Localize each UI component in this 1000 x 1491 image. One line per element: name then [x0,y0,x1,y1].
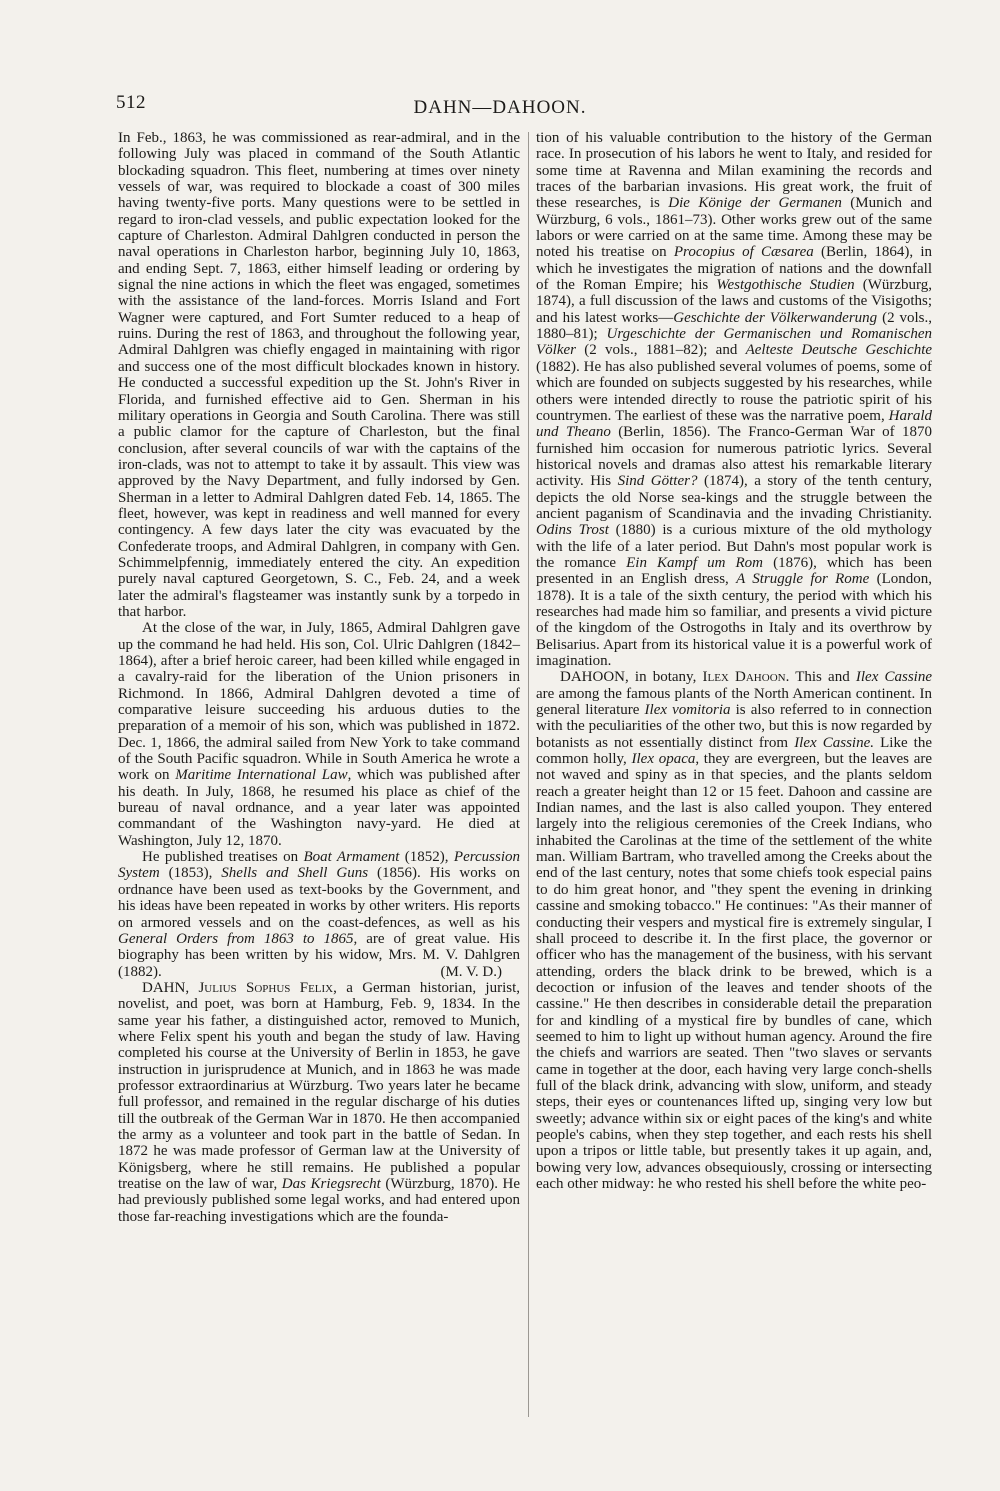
text: , a German historian, jurist, novelist, and poet, was born at Hamburg, Feb. 9, 1834. In the same year his father, a distinguished actor, removed to Munich, where Felix spent his youth and began the study of law. Having completed his course at the University of Berlin in 1853, he gave instruction in jurisprudence at Munich, and in 1863 he was made professor extraordinarius at Würzburg. Two years later he became full professor, and remained in the regular discharge of his duties till the outbreak of the German War in 1870. He then accompanied the army as a volunteer and took part in the battle of Sedan. In 1872 he was made professor of German law at the University of Königsberg, where he still remains. He published a popular treatise on the law of war, [118,979,521,1192]
book-title: Die Könige der Germanen [668,195,842,212]
text: (London, 1878). It is a tale of the sixth century, the period with which his researches had made him so familiar, and presents a vivid picture of the kingdom of the Ostrogoths in Italy and its overthrow by Belisarius. Apart from its historical value it is a powerful work of imagination. [536,571,932,669]
text: (1882). He has also published several volumes of poems, some of which are founded on subjects suggested by his researches, while others were intended directly to rouse the patriotic spirit of his countrymen. The earliest of these was the narrative poem, [536,358,932,424]
text: , which was published after his death. In July, 1868, he resumed his place as chief of the bureau of naval ordnance, and a year later was appointed commandant of the Washington navy-yard. He died at Washington, July 12, 1870. [118,767,521,849]
text: (1852), [404,849,449,866]
paragraph-dahn-works [536,130,932,669]
author-signature: (M. V. D.) [440,963,502,980]
entry-full-name: Julius Sophus Felix [198,979,334,996]
paragraph-dahlgren-command: In Feb., 1863, he was commissioned as rear-admiral, and in the following July was placed in command of the South Atlantic blockading squadron. This fleet, numbering at times over ninety vessels of war, was required to blockade a coast of 300 miles having twenty-five ports. Many questions were to be settled in regard to iron-clad vessels, and public expectation looked for the capture of Charleston. Admiral Dahlgren conducted in person the naval operations in Charleston harbor, beginning July 10, 1863, and ending Sept. 7, 1863, either himself leading or ordering by signal the nine actions in which the fleet was engaged, sometimes with the assistance of the land-forces. Morris Island and Fort Wagner were captured, and Fort Sumter reduced to a heap of ruins. During the rest of 1863, and throughout the following year, Admiral Dahlgren was chiefly engaged in maintaining with rigor and success one of the most difficult blockades known in history. He conducted a successful expedition up the St. John's River in Florida, and furnished effective aid to Gen. Sherman in his military operations in Georgia and South Carolina. There was still a public clamor for the capture of Charleston, but the final conclusion, after several councils of war with the captains of the iron-clads, was not to attempt to take it by assault. This view was approved by the Navy Department, and fully indorsed by Gen. Sherman in a letter to Admiral Dahlgren dated Feb. 14, 1865. The fleet, however, was kept in readiness and well manned for every contingency. A few days later the city was evacuated by the Confederate troops, and Admiral Dahlgren, in company with Gen. Schimmelpfennig, immediately entered the city. An expedition purely naval captured Georgetown, S. C., Feb. 24, and a week later the admiral's flagsteamer was instantly sunk by a torpedo in that harbor. [118,130,520,620]
text: (1856). His works on ordnance have been used as text-books by the Government, and his ideas have been repeated in works by other writers. His reports on armored vessels and on the coast-defences, as well as his [118,865,521,931]
text: (1876), which has been presented in an English dress, [536,554,933,588]
entry-headword: DAHN, [142,979,190,996]
text: (2 vols., 1881–82); and [584,342,738,359]
book-title: Percussion System [118,849,521,882]
text: in botany, [634,669,697,686]
book-title: Maritime International Law [175,767,348,784]
text: (Berlin, 1864), in which he investigates the migration of nations and the downfall of the Roman Empire; his [536,244,933,294]
text: are among the famous plants of the North American continent. In general literature [536,685,932,719]
text: (Würzburg, 1874), a full discussion of the laws and customs of the Visigoths; and his latest works— [536,277,933,326]
entry-dahoon [536,669,932,1192]
text: (1853), [168,865,213,882]
text: (1880) is a curious mixture of the old mythology with the life of a later period. But Dahn's most popular work is the romance [536,522,933,571]
paragraph-treatises [118,849,520,980]
text: At the close of the war, in July, 1865, Admiral Dahlgren gave up the command he had held. His son, Col. Ulric Dahlgren (1842–1864), after a brief heroic career, had been killed while engaged in a cavalry-raid for the liberation of the Union prisoners in Richmond. In 1866, Admiral Dahlgren devoted a time of comparative leisure succeeding his arduous duties to the preparation of a memoir of his son, which was published in 1872. Dec. 1, 1866, the admiral sailed from New York to take command of the South Pacific squadron. While in South America he wrote a work on [118,620,520,784]
text: , are of great value. His biography has been written by his widow, Mrs. M. V. Dahlgren (1882). [118,930,520,980]
text: He published treatises on [142,849,299,866]
book-title: Westgothische Studien [716,277,855,294]
text: (Munich and Würzburg, 6 vols., 1861–73). Other works grew out of the same labors or were carried on at the same time. Among these may be noted his treatise on [536,195,933,261]
book-title: Procopius of Cæsarea [673,244,814,261]
book-title: Urgeschichte der Germanischen und Romanischen Völker [536,326,932,359]
book-title: General Orders from 1863 to 1865 [118,930,354,947]
book-title: Das Kriegsrecht [281,1176,381,1192]
running-head: DAHN—DAHOON. [413,97,587,118]
text: (Würzburg, 1870). He had previously published some legal works, and had entered upon those far-reaching investigations which are the founda- [118,1176,520,1225]
text: (2 vols., 1880–81); [536,309,933,343]
entry-botanical-name: Ilex Dahoon [702,669,786,686]
text: (1874), a story of the tenth century, depicts the old Norse sea-kings and the struggle between the ancient paganism of Scandinavia and the invading Christianity. [536,473,932,522]
book-title: Aelteste Deutsche Geschichte [745,342,933,359]
text: , they are evergreen, but the leaves are not waved and spiny as in that species, and the plants seldom reach a greater height than 12 or 15 feet. Dahoon and cassine are Indian names, and the last is also called youpon. They entered largely into the religious ceremonies of the Creek Indians, who inhabited the Carolinas at the time of the settlement of the white man. William Bartram, who travelled among the Creeks about the end of the last century, notes that some chiefs took especial pains to do him great honor, and "they spent the evening in drinking cassine and smoking tobacco." He continues: "As their manner of conducting their vespers and mystical fire is extremely singular, I shall proceed to describe it. In the first place, the governor or officer who has the management of the business, with his servant attending, orders the black drink to be brewed, which is a decoction or infusion of the leaves and tender shoots of the cassine." He then describes in considerable detail the preparation for and kindling of a mystical fire by bundles of cane, which seemed to him to light up without human agency. Around the fire the chiefs and warriors are seated. Then "two slaves or servants came in together at the door, each having very large conch-shells full of the black drink, advancing with slow, uniform, and steady steps, their eyes or countenances lifted up, singing very low but sweetly; advance within six or eight paces of the king's and white people's cabins, when they step together, and each rests his shell upon a tripos or little table, but presently takes it up again, and, bowing very low, advances obsequiously, crossing or intersecting each other midway: he who rested his shell before the white peo- [536,751,933,1192]
book-title: A Struggle for Rome [736,571,870,588]
species-name: Ilex Cassine [855,669,933,686]
column-rule [528,132,529,1417]
paragraph-end-of-war [118,620,520,849]
text: (Berlin, 1856). The Franco-German War of 1870 furnished him occasion for numerous patriotic lyrics. Several historical novels and dramas also attest his remarkable literary activity. His [536,424,933,490]
book-title: Ein Kampf um Rom [626,554,764,571]
species-name: Ilex Cassine. [794,734,875,751]
book-title: Geschichte der Völkerwanderung [673,309,878,326]
book-title: Harald und Theano [536,407,932,441]
book-title: Shells and Shell Guns [221,865,369,882]
left-column [118,130,520,1225]
species-name: Ilex opaca [631,751,696,768]
book-title: Boat Armament [303,849,400,866]
page-number: 512 [116,92,146,113]
text: . This and [785,669,850,686]
entry-dahn [118,980,520,1225]
text: is also referred to in connection with the peculiarities of the other two, but this is now regarded by botanists as not essentially distinct from [536,702,933,751]
book-title: Sind Götter? [617,473,698,490]
entry-headword: DAHOON, [560,669,629,686]
species-name: Ilex vomitoria [644,702,731,719]
text: Like the common holly, [536,734,933,768]
book-title: Odins Trost [536,522,609,539]
right-column [536,130,932,1192]
text: tion of his valuable contribution to the history of the German race. In prosecution of his labors he went to Italy, and resided for some time at Ravenna and Milan examining the records and traces of the barbarian invasions. His great work, the fruit of these researches, is [536,130,932,212]
